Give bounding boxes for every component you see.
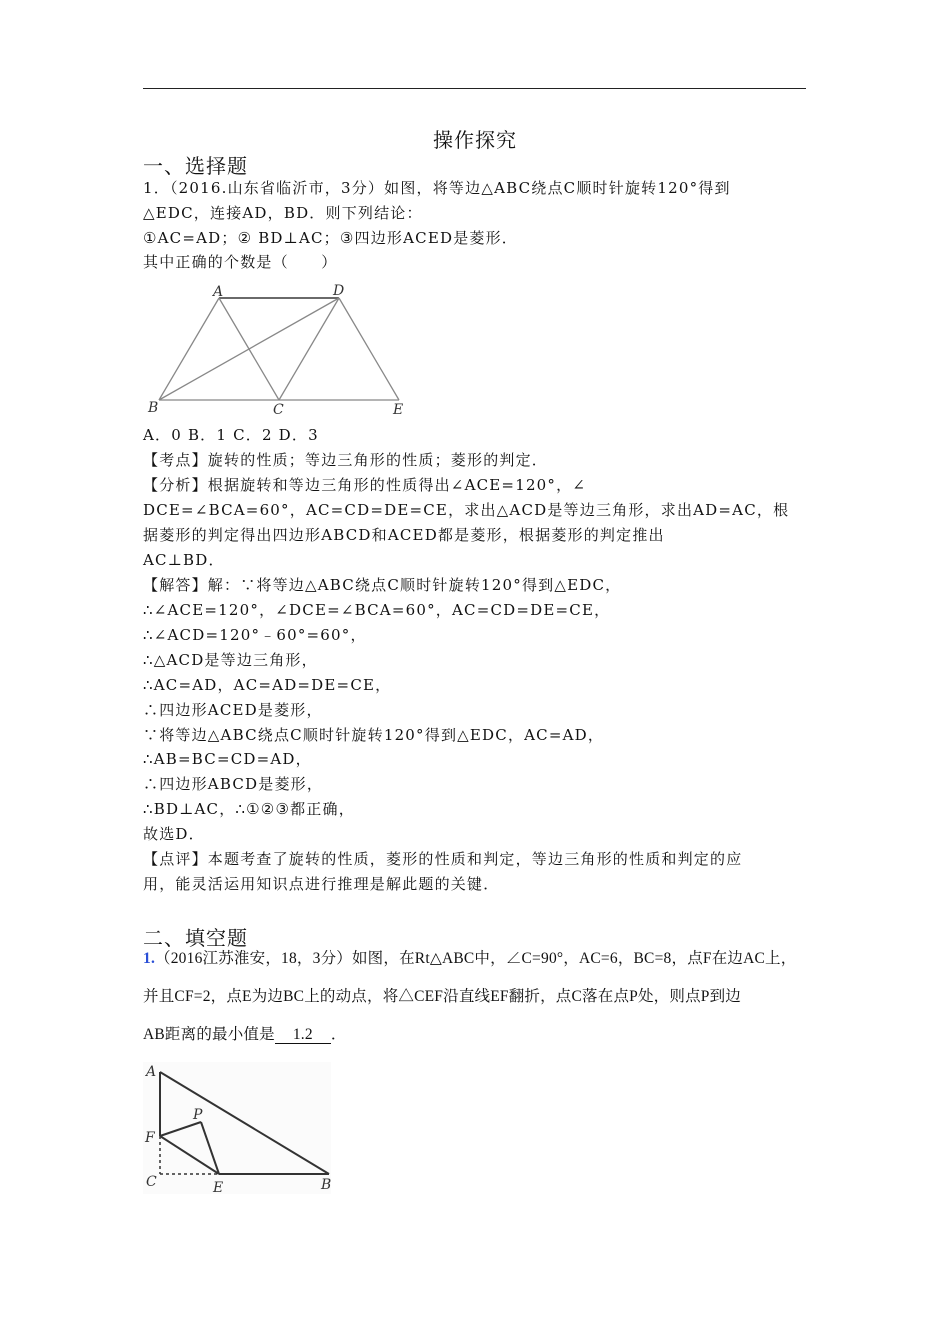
jieda-line: ∴AB=BC=CD=AD， — [143, 750, 312, 768]
point-label-a: A — [146, 1064, 157, 1080]
point-label-e: E — [213, 1180, 224, 1196]
fenxi-line: 【分析】根据旋转和等边三角形的性质得出∠ACE=120°，∠ — [143, 476, 587, 494]
jieda-line: ∴AC=AD，AC=AD=DE=CE， — [143, 676, 392, 694]
question-text: ． — [330, 1026, 347, 1043]
segment-cd — [279, 298, 339, 400]
segment-ab — [159, 298, 219, 400]
jieda-line: ∵将等边△ABC绕点C顺时针旋转120°得到△EDC，AC=AD， — [143, 726, 605, 744]
question-line: △EDC，连接AD，BD．则下列结论： — [143, 204, 423, 222]
point-label-a: A — [213, 284, 224, 300]
jieda-line: ∴四边形ACED是菱形， — [143, 701, 323, 719]
point-label-e: E — [393, 402, 404, 418]
question-text: （2016江苏淮安，18，3分）如图，在Rt△ABC中，∠C=90°，AC=6，BC=8，点F在边AC上， — [155, 950, 797, 967]
segment-de — [339, 298, 399, 400]
fenxi-line: AC⊥BD． — [143, 551, 225, 569]
jieda-line: ∴BD⊥AC，∴①②③都正确， — [143, 800, 355, 818]
jieda-line: ∴△ACD是等边三角形， — [143, 651, 318, 669]
jieda-line: ∴∠ACE=120°，∠DCE=∠BCA=60°，AC=CD=DE=CE， — [143, 601, 611, 619]
segment-bd — [159, 298, 339, 400]
fenxi-line: DCE=∠BCA=60°，AC=CD=DE=CE，求出△ACD是等边三角形，求出AD=AC，根 — [143, 501, 790, 519]
question-text: AB距离的最小值是 — [143, 1026, 275, 1043]
answer-options: A．0 B．1 C．2 D．3 — [143, 426, 319, 444]
section-heading-fill: 二、填空题 — [143, 926, 248, 950]
point-label-d: D — [333, 283, 345, 299]
fill-question-line-3 — [143, 1025, 347, 1045]
point-label-p: P — [193, 1107, 203, 1123]
header-rule — [143, 88, 806, 89]
page-title: 操作探究 — [433, 128, 517, 152]
section-heading-choice: 一、选择题 — [143, 154, 248, 178]
question-line: 1．（2016.山东省临沂市，3分）如图，将等边△ABC绕点C顺时针旋转120°得到 — [143, 179, 731, 197]
fenxi-line: 据菱形的判定得出四边形ABCD和ACED都是菱形，根据菱形的判定推出 — [143, 526, 665, 544]
rhombus-figure — [143, 280, 413, 420]
jieda-line: ∴四边形ABCD是菱形， — [143, 775, 324, 793]
kaodian-line: 【考点】旋转的性质；等边三角形的性质；菱形的判定． — [143, 451, 549, 469]
dianping-line: 用，能灵活运用知识点进行推理是解此题的关键． — [143, 875, 500, 893]
fill-question-line-1 — [143, 949, 796, 969]
point-label-b: B — [321, 1177, 332, 1193]
question-number: 1. — [143, 950, 156, 967]
point-label-c: C — [273, 402, 284, 418]
dianping-line: 【点评】本题考查了旋转的性质，菱形的性质和判定，等边三角形的性质和判定的应 — [143, 850, 743, 868]
point-label-b: B — [148, 400, 159, 416]
answer-blank: 1.2 — [275, 1026, 331, 1044]
point-label-f: F — [145, 1130, 155, 1146]
jieda-line: 【解答】解：∵将等边△ABC绕点C顺时针旋转120°得到△EDC， — [143, 576, 622, 594]
point-label-c: C — [146, 1174, 157, 1190]
jieda-line: 故选D． — [143, 825, 205, 843]
question-line: 其中正确的个数是（ ） — [143, 253, 338, 271]
fill-question-line-2: 并且CF=2，点E为边BC上的动点，将△CEF沿直线EF翻折，点C落在点P处，则点P到边 — [143, 988, 741, 1005]
triangle-figure — [143, 1062, 343, 1202]
jieda-line: ∴∠ACD=120°﹣60°=60°， — [143, 626, 367, 644]
question-line: ①AC=AD；② BD⊥AC；③四边形ACED是菱形． — [143, 229, 518, 247]
